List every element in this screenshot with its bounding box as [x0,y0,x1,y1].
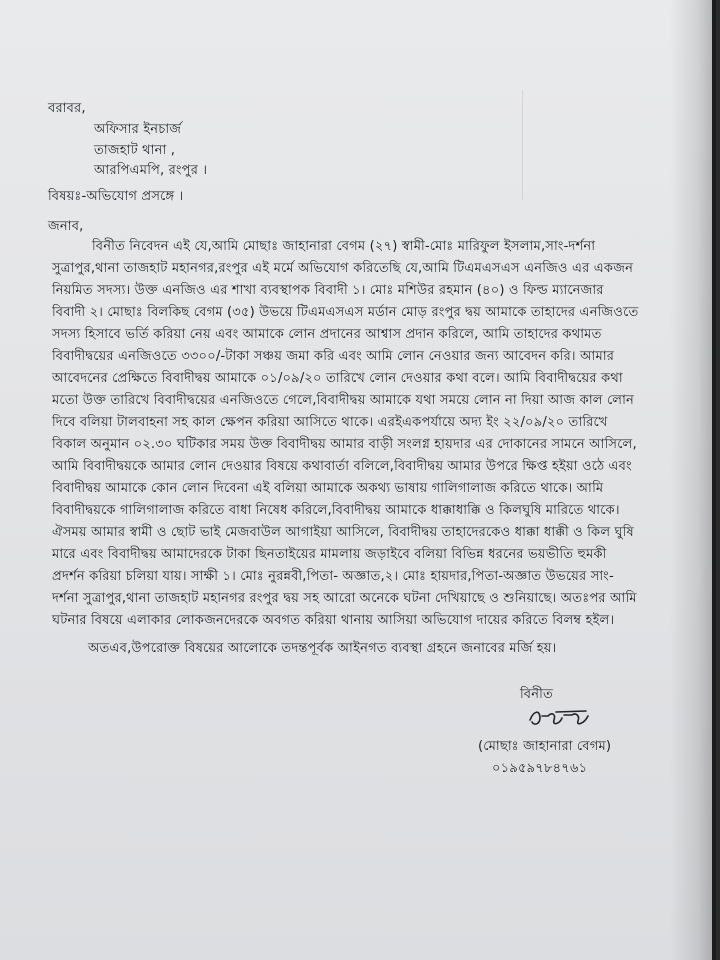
body-line: দর্শনা সুত্রাপুর,থানা তাজহাট মহানগর রংপুর দ্বয় সহ আরো অনেকে ঘটনা দেখিয়াছে ও শুনিয়াছে। অতঃপর আমি [52,591,637,606]
body-line: মারে এবং বিবাদীদ্বয় আমাদেরকে টাকা ছিনতাইয়ের মামলায় জড়াইবে বলিয়া বিভিন্ন ধরনের ভয়ভীতি হুমকী [52,547,607,562]
body-line: সুত্রাপুর,থানা তাজহাট মহানগর,রংপুর এই মর্মে অভিযোগ করিতেছি যে,আমি টিএমএসএস এনজিও এর একজন [52,261,634,276]
body-line: মতো উক্ত তারিখে বিবাদীদ্বয়ের এনজিওতে গেলে,বিবাদীদ্বয় আমাকে যথা সময়ে লোন না দিয়া আজ কাল লোন [52,393,635,408]
body-line: বিনীত নিবেদন এই যে,আমি মোছাঃ জাহানারা বেগম (২৭) স্বামী-মোঃ মারিফুল ইসলাম,সাং-দর্শনা [92,239,596,254]
subject-line: বিষয়ঃ-অভিযোগ প্রসঙ্গে । [48,189,184,204]
body-line: বিবাদী ২। মোছাঃ বিলকিছ বেগম (৩৫) উভয়ে টিএমএসএস মর্ডান মোড় রংপুর দ্বয় আমাকে তাহাদের এনজিওতে [52,305,639,320]
address-to: বরাবর, [48,101,86,116]
page-edge-shadow [670,0,716,960]
signatory-name: (মোছাঃ জাহানারা বেগম) [478,739,612,754]
body-line: আমি বিবাদীদ্বয়কে আমার লোন দেওয়ার বিষয়ে কথাবার্তা বলিলে,বিবাদীদ্বয় আমার উপরে ক্ষিপ্ত হইয়া ওঠে এবং [52,459,632,474]
signature-regards: বিনীত [520,687,553,702]
address-line-station: তাজহাট থানা , [94,143,175,158]
signatory-phone: ০১৯৫৯৭৮৪৭৬১ [492,761,588,776]
body-line: ঐসময় আমার স্বামী ও ছোট ভাই মেজবাউল আগাইয়া আসিলে, বিবাদীদ্বয় তাহাদেরকেও ধাক্কা ধাক্কী ও কিল ঘুষি [52,525,634,540]
body-line: বিবাদীদ্বয়ের এনজিওতে ৩৩০০/-টাকা সঞ্চয় জমা করি এবং আমি লোন নেওয়ার জন্য আবেদন করি। আমার [52,349,615,364]
handwritten-signature [526,706,596,730]
body-line: সদস্য হিসাবে ভর্তি করিয়া নেয় এবং আমাকে লোন প্রদানের আশ্বাস প্রদান করিলে, আমি তাহাদের কথামত [52,327,602,342]
body-line: প্রদর্শন করিয়া চলিয়া যায়। সাক্ষী ১। মোঃ নুরন্নবী,পিতা- অজ্ঞাত,২। মোঃ হায়দার,পিতা-অজ্ঞাত উভয়ের সাং- [52,569,614,584]
page-edge-strip [712,0,716,960]
closing-request: অতএব,উপরোক্ত বিষয়ের আলোকে তদন্তপূর্বক আইনগত ব্যবস্থা গ্রহনে জনাবের মর্জি হয়। [88,641,557,656]
body-line: বিকাল অনুমান ০২.৩০ ঘটিকার সময় উক্ত বিবাদীদ্বয় আমার বাড়ী সংলগ্ন হায়দার এর দোকানের সামনে আসিলে, [52,437,637,452]
salutation: জনাব, [48,219,84,234]
address-line-officer: অফিসার ইনচার্জ [94,122,182,137]
body-line: বিবাদীদ্বয় আমাকে কোন লোন দিবেনা এই বলিয়া আমাকে অকথ্য ভাষায় গালিগালাজ করিতে থাকে। আমি [52,481,604,496]
paper-crease [522,90,523,200]
body-line: বিবাদীদ্বয়কে গালিগালাজ করিতে বাধা নিষেধ করিলে,বিবাদীদ্বয় আমাকে ধাক্কাধাক্কি ও কিলঘুষি মারিতে থাকে। [52,503,620,518]
body-line: ঘটনার বিষয়ে এলাকার লোকজনদেরকে অবগত করিয়া থানায় আসিয়া অভিযোগ দায়ের করিতে বিলম্ব হইল। [52,613,615,628]
body-line: দিবে বলিয়া টালবাহনা সহ কাল ক্ষেপন করিয়া আসিতে থাকে। এরইএকপর্যায়ে অদ্য ইং ২২/০৯/২০ তারিখে [52,415,608,430]
body-line: আবেদনের প্রেক্ষিতে বিবাদীদ্বয় আমাকে ০১/০৯/২০ তারিখে লোন দেওয়ার কথা বলে। আমি বিবাদীদ্বয়ের কথা [52,371,623,386]
body-line: নিয়মিত সদস্য। উক্ত এনজিও এর শাখা ব্যবস্থাপক বিবাদী ১। মোঃ মশিউর রহমান (৪০) ও ফিল্ড ম্যানেজার [52,283,604,298]
address-line-city: আরপিএমপি, রংপুর । [94,163,208,178]
